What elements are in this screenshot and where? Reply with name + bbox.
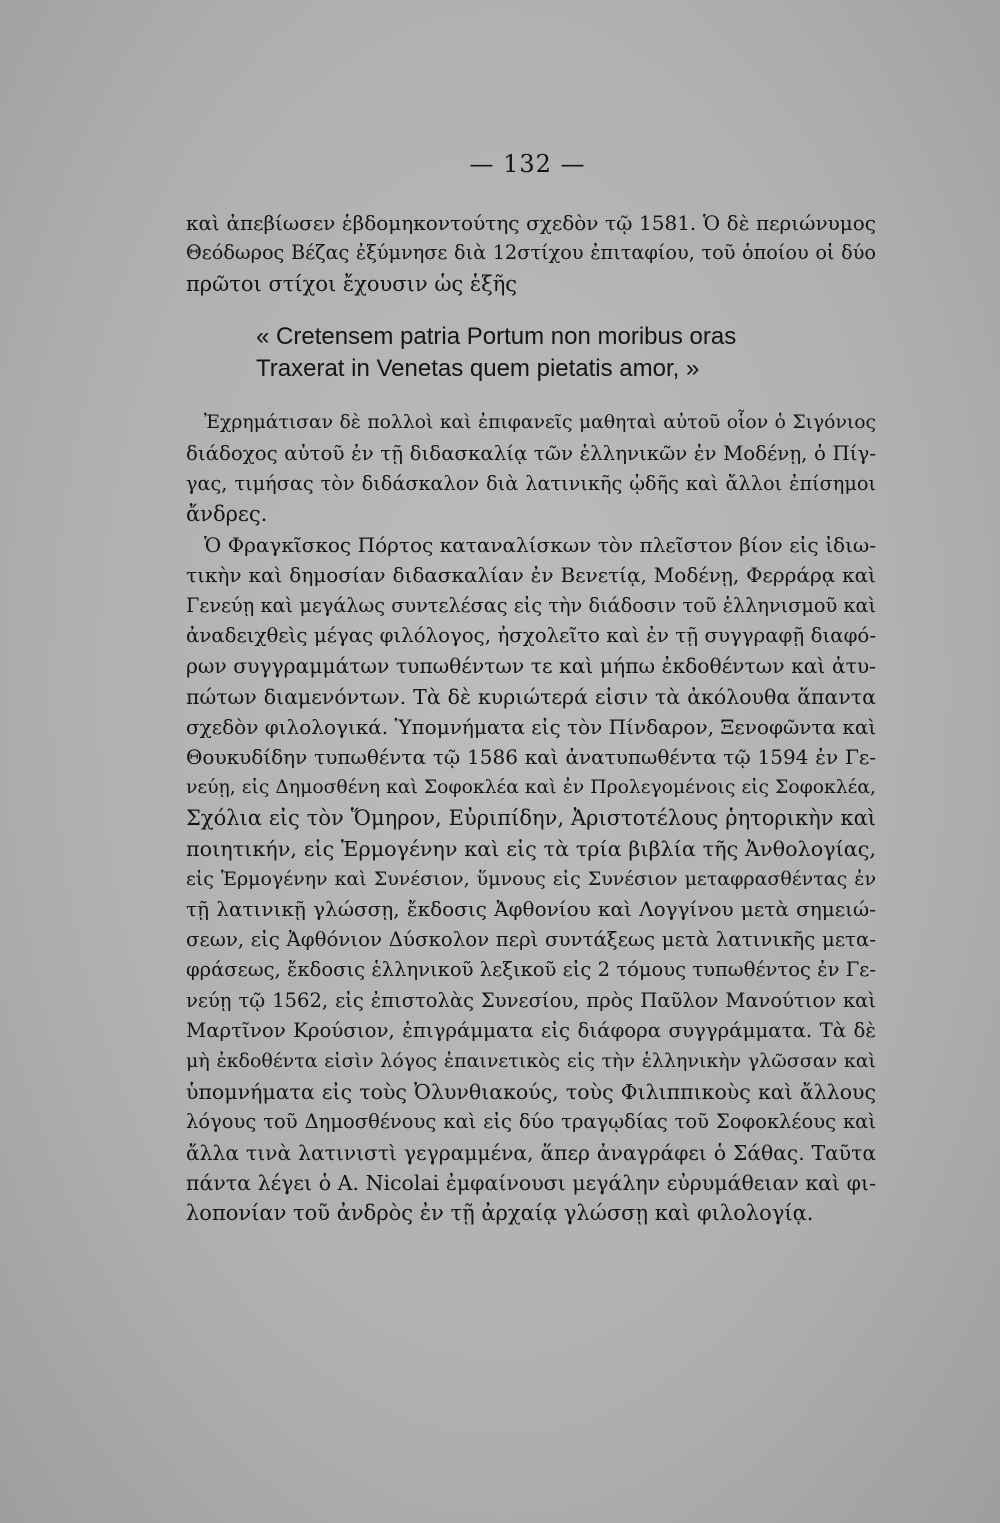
text-line: ἄνδρες. — [186, 502, 268, 527]
text-line: εἰς Ἑρμογένην καὶ Συνέσιον, ὕμνους εἰς Συνέσιον μεταφρασθέντας ἐν — [186, 868, 876, 891]
text-line: σεων, εἰς Ἀφθόνιον Δύσκολον περὶ συντάξεως μετὰ λατινικῆς μετα- — [186, 927, 876, 951]
text-line: ρων συγγραμμάτων τυπωθέντων τε καὶ μήπω ἐκδοθέντων καὶ ἀτυ- — [186, 654, 876, 679]
text-line: φράσεως, ἔκδοσις ἑλληνικοῦ λεξικοῦ εἰς 2 τόμους τυπωθέντος ἐν Γε- — [186, 958, 876, 982]
text-line: Θεόδωρος Βέζας ἐξύμνησε διὰ 12στίχου ἐπιταφίου, τοῦ ὁποίου οἱ δύο — [186, 241, 876, 265]
text-line: Ὁ Φραγκῖσκος Πόρτος καταναλίσκων τὸν πλεῖστον βίον εἰς ἰδιω- — [204, 532, 876, 557]
text-line: λόγους τοῦ Δημοσθένους καὶ εἰς δύο τραγῳδίας τοῦ Σοφοκλέους καὶ — [186, 1110, 876, 1134]
page-number: — 132 — — [469, 150, 586, 178]
text-line: πάντα λέγει ὁ A. Nicolai ἐμφαίνουσι μεγάλην εὐρυμάθειαν καὶ φι- — [186, 1170, 876, 1195]
text-line: Γενεύῃ καὶ μεγάλως συντελέσας εἰς τὴν διάδοσιν τοῦ ἑλληνισμοῦ καὶ — [186, 593, 876, 617]
quote-line: Traxerat in Venetas quem pietatis amor, » — [256, 355, 700, 383]
text-line: τικὴν καὶ δημοσίαν διδασκαλίαν ἐν Βενετίᾳ, Μοδένῃ, Φερράρᾳ καὶ — [186, 563, 876, 588]
text-line: Μαρτῖνον Κρούσιον, ἐπιγράμματα εἰς διάφορα συγγράμματα. Τὰ δὲ — [186, 1018, 876, 1042]
text-line: γας, τιμήσας τὸν διδάσκαλον διὰ λατινικῆς ᾠδῆς καὶ ἄλλοι ἐπίσημοι — [186, 471, 876, 495]
text-line: μὴ ἐκδοθέντα εἰσὶν λόγος ἐπαινετικὸς εἰς τὴν ἑλληνικὴν γλῶσσαν καὶ — [186, 1050, 876, 1073]
text-line: διάδοχος αὐτοῦ ἐν τῇ διδασκαλίᾳ τῶν ἑλληνικῶν ἐν Μοδένῃ, ὁ Πίγ- — [186, 441, 876, 465]
text-line: καὶ ἀπεβίωσεν ἑβδομηκοντούτης σχεδὸν τῷ 1581. Ὁ δὲ περιώνυμος — [186, 211, 876, 235]
quote-line: « Cretensem patria Portum non moribus oras — [256, 323, 737, 351]
text-line: Θουκυδίδην τυπωθέντα τῷ 1586 καὶ ἀνατυπωθέντα τῷ 1594 ἐν Γε- — [186, 745, 876, 770]
text-line: σχεδὸν φιλολογικά. Ὑπομνήματα εἰς τὸν Πίνδαρον, Ξενοφῶντα καὶ — [186, 715, 877, 740]
text-line: ποιητικήν, εἰς Ἑρμογένην καὶ εἰς τὰ τρία βιβλία τῆς Ἀνθολογίας, — [186, 836, 876, 861]
text-line: ἀναδειχθεὶς μέγας φιλόλογος, ἠσχολεῖτο καὶ ἐν τῇ συγγραφῇ διαφό- — [186, 623, 876, 647]
text-line: νεύῃ, εἰς Δημοσθένη καὶ Σοφοκλέα καὶ ἐν Προλεγομένοις εἰς Σοφοκλέα, — [186, 776, 876, 798]
text-line: ἄλλα τινὰ λατινιστὶ γεγραμμένα, ἅπερ ἀναγράφει ὁ Σάθας. Ταῦτα — [186, 1140, 876, 1165]
text-line: πώτων διαμενόντων. Τὰ δὲ κυριώτερά εἰσιν τὰ ἀκόλουθα ἅπαντα — [186, 684, 876, 709]
text-line: λοπονίαν τοῦ ἀνδρὸς ἐν τῇ ἀρχαίᾳ γλώσσῃ καὶ φιλολογίᾳ. — [186, 1201, 814, 1226]
text-line: ὑπομνήματα εἰς τοὺς Ὀλυνθιακούς, τοὺς Φιλιππικοὺς καὶ ἄλλους — [186, 1079, 876, 1104]
text-line: Ἐχρημάτισαν δὲ πολλοὶ καὶ ἐπιφανεῖς μαθηταὶ αὐτοῦ οἷον ὁ Σιγόνιος — [204, 412, 876, 434]
latin-quote — [186, 321, 876, 385]
page-body — [186, 208, 876, 1229]
text-line: Σχόλια εἰς τὸν Ὅμηρον, Εὐριπίδην, Ἀριστοτέλους ῥητορικὴν καὶ — [186, 806, 876, 831]
text-line: πρῶτοι στίχοι ἔχουσιν ὡς ἑξῆς — [186, 271, 518, 296]
text-line: νεύῃ τῷ 1562, εἰς ἐπιστολὰς Συνεσίου, πρὸς Παῦλον Μανούτιον καὶ — [186, 988, 876, 1012]
text-line: τῇ λατινικῇ γλώσσῃ, ἔκδοσις Ἀφθονίου καὶ Λογγίνου μετὰ σημειώ- — [186, 897, 876, 922]
